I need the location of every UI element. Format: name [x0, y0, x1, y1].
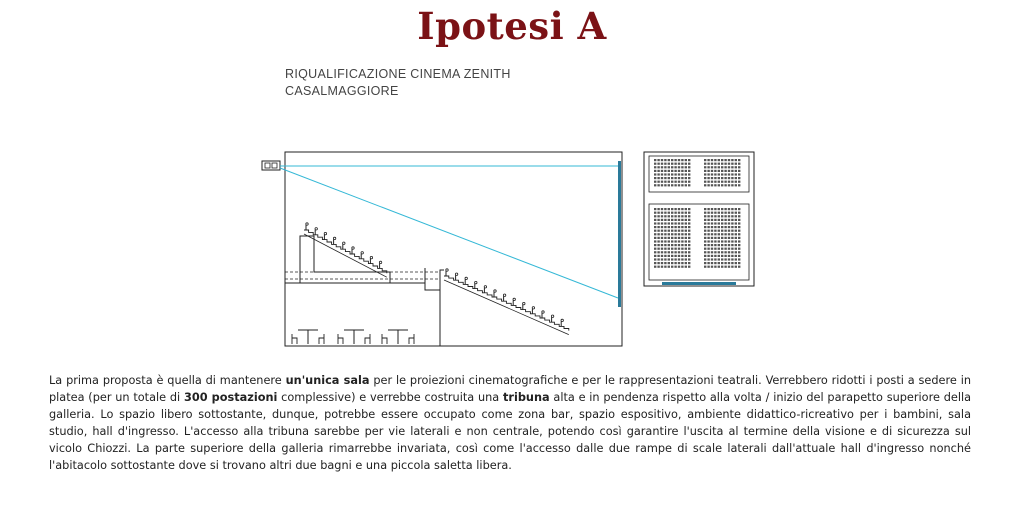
- hall-outline: [285, 152, 622, 346]
- paragraph-text-2: per le proiezioni cinematografiche e per le rappresentazioni teatrali. Verrebbero ridotti i posti a sedere in platea (per un totale di: [49, 374, 971, 404]
- highlight-unica-sala: un'unica sala: [285, 374, 370, 387]
- highlight-postazioni: 300 postazioni: [183, 391, 278, 404]
- subtitle-line-2: CASALMAGGIORE: [285, 84, 399, 98]
- section-drawing: [258, 148, 628, 350]
- projector-icon: [262, 161, 280, 170]
- highlight-tribuna: tribuna: [502, 391, 550, 404]
- tribune-steps: [444, 269, 569, 335]
- subtitle-line-1: RIQUALIFICAZIONE CINEMA ZENITH: [285, 67, 511, 81]
- gallery-steps: [304, 223, 387, 277]
- paragraph-text-4: alta e in pendenza rispetto alla volta / inizio del parapetto superiore della galleria. Lo spazio libero sottostante, dunque, potrebbe essere occupato come zona bar, spazio espositivo, ambiente didattico-ricreativo per i bambini, sala studio, hall d'ingresso. L'accesso alla tribuna sarebbe per vie laterali e non centrale, potendo così garantire l'uscita al termine della visione e di sicurezza sul vicolo Chiozzi. La parte superiore della galleria rimarrebbe invariata, così come l'accesso dalle due rampe di scale laterali dall'attuale hall d'ingresso nonché l'abitacolo sottostante dove si trovano altri due bagni e una piccola saletta libera.: [49, 391, 972, 472]
- paragraph-text-1: La prima proposta è quella di mantenere: [49, 374, 286, 387]
- page-title: Ipotesi A: [417, 4, 607, 48]
- description-paragraph: [49, 372, 971, 474]
- plan-screen: [662, 282, 736, 285]
- screen: [618, 161, 621, 307]
- project-subtitle: [285, 66, 511, 100]
- plan-outline: [644, 152, 754, 286]
- paragraph-text-3: complessive) e verrebbe costruita una: [277, 391, 503, 404]
- plan-seats: [654, 159, 740, 268]
- tribune-structure: [440, 270, 444, 290]
- plan-drawing: [640, 148, 760, 290]
- bar-tables-icon: [292, 330, 414, 344]
